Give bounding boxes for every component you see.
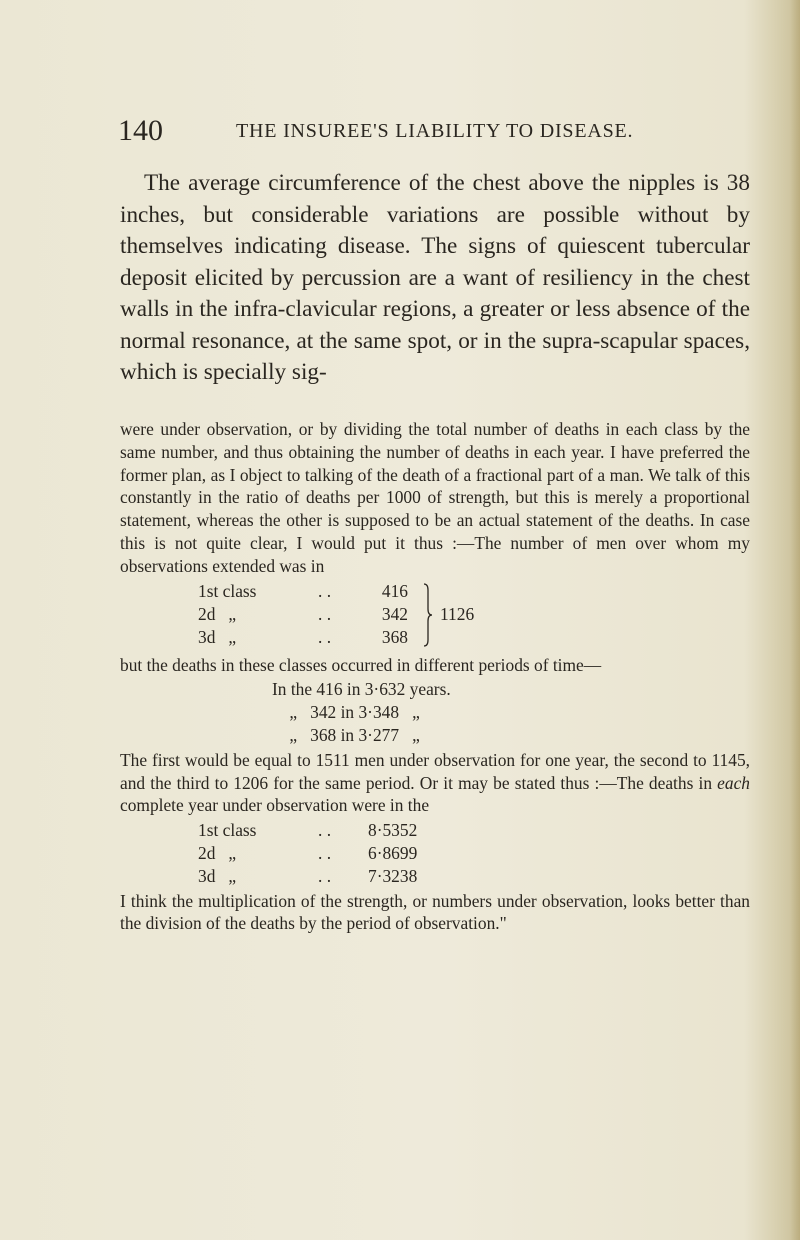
list-item: „ 342 in 3·348 „ [272,702,420,723]
observation-table [120,580,750,652]
table-row: 2d „ . . 342 [198,603,408,624]
table-row: 3d „ . . 368 [198,626,408,647]
table-total: 1126 [440,603,475,624]
page-edge-shadow [790,0,800,1240]
list-item: In the 416 in 3·632 years. [272,679,451,700]
paragraph-text: The average circumference of the chest above the nipples is 38 inches, but considerable variations are possible without by themselves indicating disease. The signs of quiescent tubercular deposit elicited by percussion are a want of resiliency in the chest walls in the infra-clavicular regions, a greater or less absence of the normal resonance, at the same spot, or in the supra-scapular spaces, which is specially sig- [120,170,750,385]
emphasis: each [717,772,750,793]
periods-list [120,678,750,746]
table-row: 1st class . . 8·5352 [198,820,418,841]
quoted-passage [120,418,750,935]
page-header [118,112,758,152]
curly-brace-icon [423,582,433,648]
quote-intro: were under observation, or by dividing the total number of deaths in each class by the same number, and thus obtaining the number of deaths in each year. I have preferred the former plan, as I object to talking of the death of a fractional part of a man. We talk of this constantly in the ratio of deaths per 1000 of strength, but this is merely a proportional statement, whereas the other is supposed to be an actual statement of the deaths. In case this is not quite clear, I would put it thus :—The number of men over whom my observations extended was in [120,419,750,576]
table-row: 3d „ . . 7·3238 [198,865,418,886]
list-item: „ 368 in 3·277 „ [272,724,420,745]
running-title: THE INSUREE'S LIABILITY TO DISEASE. [236,120,634,142]
main-paragraph [120,168,750,389]
deaths-table [120,819,750,887]
quote-mid: but the deaths in these classes occurred in different periods of time— [120,654,602,675]
quote-para2: The first would be equal to 1511 men under observation for one year, the second to 1145, and the third to 1206 for the same period. Or it may be stated thus :—The deaths in each complete year under observation were in the [120,749,750,816]
table-row: 1st class . . 416 [198,580,408,601]
table-row: 2d „ . . 6·8699 [198,842,418,863]
quote-closing: I think the multiplication of the strength, or numbers under observation, looks better than the division of the deaths by the period of observation." [120,890,750,934]
page-number: 140 [118,114,163,147]
